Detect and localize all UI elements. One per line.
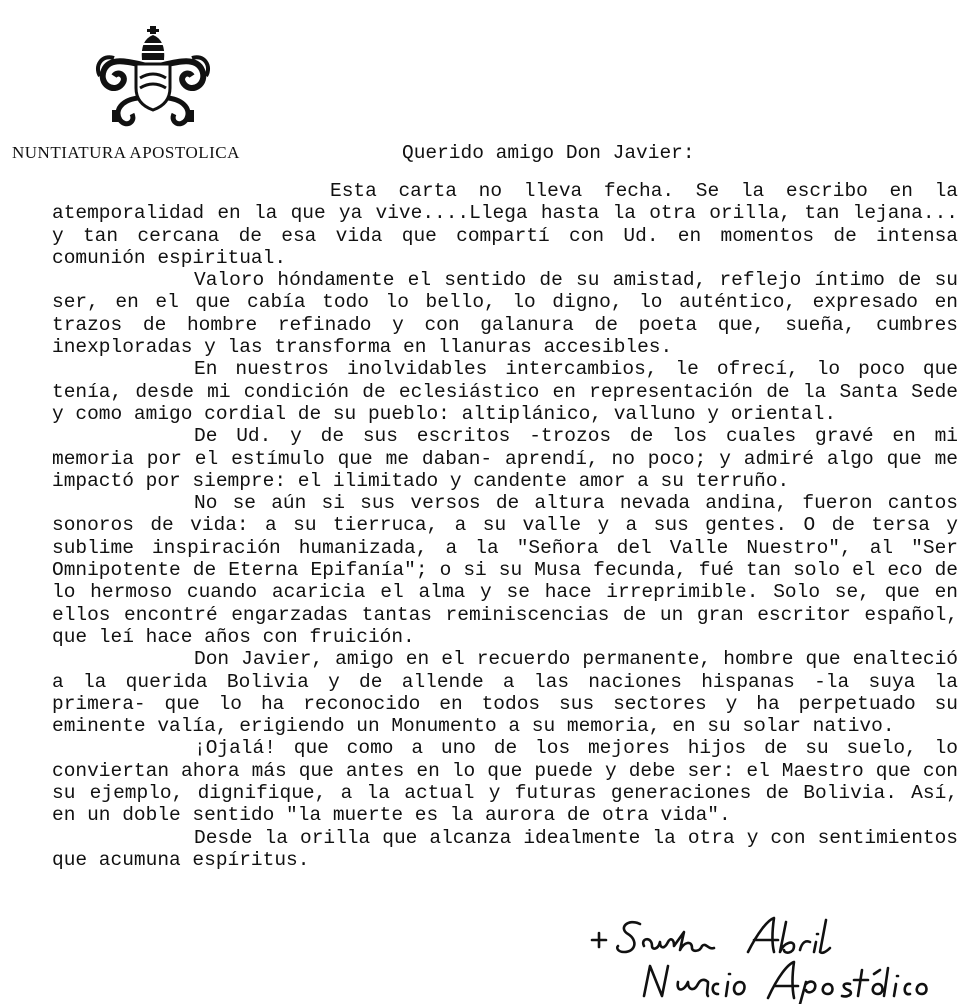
paragraph: Desde la orilla que alcanza idealmente la otra y con sentimientos que acumuna espíritus. <box>52 826 958 871</box>
salutation: Querido amigo Don Javier: <box>402 142 695 164</box>
paragraph: De Ud. y de sus escritos -trozos de los cuales gravé en mi memoria por el estímulo que me daban- aprendí, no poco; y admiré algo que me impactó por siempre: el ilimitado y candente amor a su terruño. <box>52 425 958 492</box>
paragraph: ¡Ojalá! que como a uno de los mejores hijos de su suelo, lo conviertan ahora más que antes en lo que puede y debe ser: el Maestro que con su ejemplo, dignifique, a la actual y futuras generaciones de Bolivia. Así, en un doble sentido "la muerte es la aurora de otra vida". <box>52 737 958 827</box>
nunciature-name: NUNTIATURA APOSTOLICA <box>12 143 240 162</box>
letter-body <box>52 180 958 871</box>
paragraph: Esta carta no lleva fecha. Se la escribo en la atemporalidad en la que ya vive....Llega hasta la otra orilla, tan lejana... y tan cercana de esa vida que compartí con Ud. en momentos de intensa comunión espiritual. <box>52 180 958 269</box>
paragraph: En nuestros inolvidables intercambios, le ofrecí, lo poco que tenía, desde mi condición de eclesiástico en representación de la Santa Sede y como amigo cordial de su pueblo: altiplánico, valluno y oriental. <box>52 358 958 425</box>
paragraph: No se aún si sus versos de altura nevada andina, fueron cantos sonoros de vida: a su tierruca, a su valle y a sus gentes. O de tersa y sublime inspiración humanizada, a la "Señora del Valle Nuestro", al "Ser Omnipotente de Eterna Epifanía"; o si su Musa fecunda, fué tan solo el eco de lo hermoso cuando acaricia el alma y se hace irreprimible. Solo se, que en ellos encontré engarzadas tantas reminiscencias de un gran escritor español, que leí hace años con fruición. <box>52 492 958 648</box>
paragraph: Don Javier, amigo en el recuerdo permanente, hombre que enalteció a la querida Bolivia y de allende a las naciones hispanas -la suya la primera- que lo ha reconocido en todos sus sectores y ha perpetuado su eminente valía, erigiendo un Monumento a su memoria, en su solar nativo. <box>52 648 958 738</box>
papal-coat-of-arms-icon <box>92 26 214 130</box>
paragraph: Valoro hóndamente el sentido de su amistad, reflejo íntimo de su ser, en el que cabía todo lo bello, lo digno, lo auténtico, expresado en trazos de hombre refinado y con galanura de poeta que, sueña, cumbres inexploradas y las transforma en llanuras accesibles. <box>52 269 958 359</box>
handwritten-signature <box>588 912 958 1004</box>
